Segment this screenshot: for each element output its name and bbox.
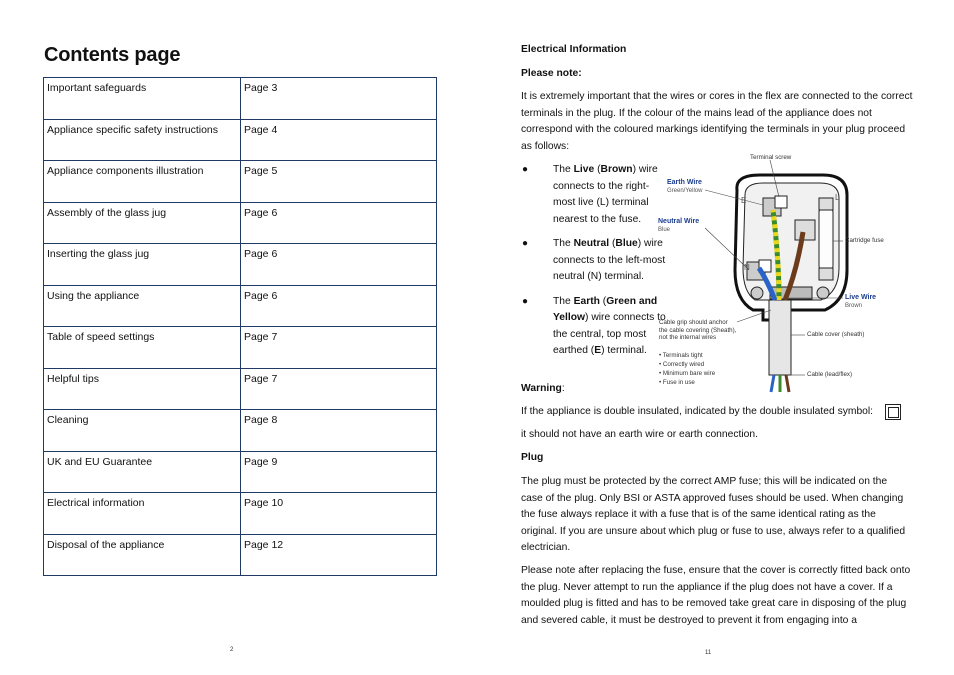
warning-line: Warning:: [521, 383, 565, 394]
table-row: [44, 493, 437, 535]
toc-entry-page: Page 12: [241, 534, 437, 576]
terminal-letter-l: L: [835, 193, 840, 202]
table-row: [44, 327, 437, 369]
toc-entry-title: Table of speed settings: [44, 327, 241, 369]
plug-wiring-diagram: [658, 150, 915, 395]
toc-entry-page: Page 6: [241, 202, 437, 244]
checklist-item: • Fuse in use: [659, 379, 695, 386]
table-row: [44, 161, 437, 203]
warning-label: Warning: [521, 383, 562, 394]
plug-paragraph-1: The plug must be protected by the correct AMP fuse; this will be indicated on the case of the plug. Only BSI or ASTA approved fuses should be used. When changing the fuse always replace it with a fuse that is of the same identical rating as the original. If you are unsure about which plug or fuse to use, always refer to a qualified electrician.: [521, 476, 906, 553]
terminal-letter-n: N: [744, 263, 750, 272]
bullet-icon: ●: [522, 164, 529, 175]
toc-entry-page: Page 6: [241, 244, 437, 286]
plug-heading: Plug: [521, 452, 544, 463]
table-row: [44, 244, 437, 286]
toc-entry-title: UK and EU Guarantee: [44, 451, 241, 493]
no-earth-text: it should not have an earth wire or earth connection.: [521, 429, 758, 440]
contents-table: [43, 77, 437, 576]
toc-entry-title: Important safeguards: [44, 78, 241, 120]
toc-entry-page: Page 7: [241, 327, 437, 369]
live-wire-label: Live Wire: [845, 294, 877, 301]
checklist-item: • Terminals tight: [659, 352, 703, 359]
toc-entry-title: Electrical information: [44, 493, 241, 535]
toc-entry-title: Helpful tips: [44, 368, 241, 410]
neutral-wire-label: Neutral Wire: [658, 218, 700, 225]
toc-entry-page: Page 6: [241, 285, 437, 327]
intro-paragraph: It is extremely important that the wires or cores in the flex are connected to the correct terminals in the plug. If the colour of the mains lead of the appliance does not correspond with the coloured markings identifying the terminals in your plug proceed as follows:: [521, 91, 913, 152]
wire-list: [521, 162, 671, 368]
earth-wire-color: Green/Yellow: [667, 188, 703, 194]
toc-entry-title: Assembly of the glass jug: [44, 202, 241, 244]
terminal-letter-e: E: [741, 196, 747, 205]
live-wire-color: Brown: [845, 303, 863, 309]
toc-entry-title: Appliance specific safety instructions: [44, 119, 241, 161]
table-row: [44, 202, 437, 244]
please-note-label: Please note:: [521, 68, 582, 79]
list-item-earth: ● The Earth (Green and Yellow) wire connects to the central, top most earthed (E) terminal.: [522, 295, 666, 356]
table-row: [44, 285, 437, 327]
cable-lead-label: Cable (lead/flex): [807, 371, 853, 378]
toc-entry-page: Page 8: [241, 410, 437, 452]
toc-entry-page: Page 7: [241, 368, 437, 410]
toc-entry-title: Appliance components illustration: [44, 161, 241, 203]
page-number: 11: [705, 650, 712, 656]
plug-illustration: [675, 150, 915, 395]
list-item-neutral: ● The Neutral (Blue) wire connects to the left-most neutral (N) terminal.: [522, 238, 666, 282]
cable-grip-note: Cable grip should anchor the cable covering (Sheath), not the internal wires: [659, 319, 737, 341]
toc-entry-title: Cleaning: [44, 410, 241, 452]
table-row: [44, 534, 437, 576]
toc-entry-page: Page 10: [241, 493, 437, 535]
section-heading: Electrical Information: [521, 44, 627, 55]
double-insulated-text: If the appliance is double insulated, indicated by the double insulated symbol:: [521, 406, 874, 417]
toc-entry-page: Page 4: [241, 119, 437, 161]
earth-wire-label: Earth Wire: [667, 179, 702, 186]
table-row: [44, 368, 437, 410]
toc-entry-title: Using the appliance: [44, 285, 241, 327]
toc-entry-page: Page 5: [241, 161, 437, 203]
table-row: [44, 78, 437, 120]
toc-entry-page: Page 3: [241, 78, 437, 120]
toc-entry-title: Disposal of the appliance: [44, 534, 241, 576]
cable-cover-label: Cable cover (sheath): [807, 331, 865, 338]
bullet-icon: ●: [522, 295, 529, 307]
table-row: [44, 451, 437, 493]
right-page: [477, 0, 954, 675]
checklist-item: • Correctly wired: [659, 361, 705, 368]
toc-entry-page: Page 9: [241, 451, 437, 493]
list-item-live: ● The Live (Brown) wire connects to the right-most live (L) terminal nearest to the fuse.: [522, 164, 658, 225]
table-row: [44, 410, 437, 452]
neutral-wire-color: Blue: [658, 227, 671, 233]
double-insulated-symbol-icon: [885, 404, 901, 420]
checklist-item: • Minimum bare wire: [659, 370, 716, 377]
table-row: [44, 119, 437, 161]
page-title: Contents page: [44, 44, 181, 66]
page-number: 2: [230, 647, 234, 653]
terminal-screw-label: Terminal screw: [750, 154, 792, 161]
toc-entry-title: Inserting the glass jug: [44, 244, 241, 286]
plug-paragraph-2: Please note after replacing the fuse, ensure that the cover is correctly fitted back onto the plug. Never attempt to run the appliance if the plug does not have a cover. If a moulded plug is fitted and has to be removed take great care in disposing of the plug and severed cable, it must be destroyed to prevent it from engaging into a: [521, 565, 911, 626]
bullet-icon: ●: [522, 238, 529, 249]
cartridge-fuse-label: Cartridge fuse: [845, 237, 884, 244]
